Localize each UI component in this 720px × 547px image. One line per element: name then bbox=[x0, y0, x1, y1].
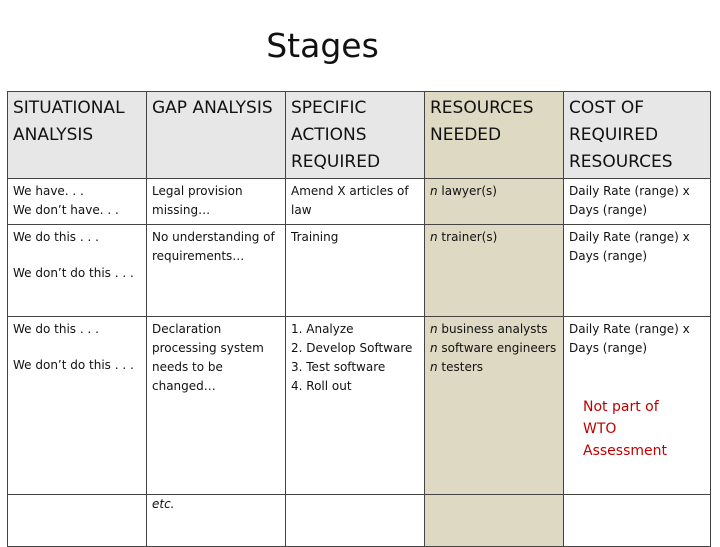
table-row bbox=[8, 179, 711, 225]
cost-cell bbox=[564, 495, 711, 547]
situational-line: We have. . . bbox=[13, 184, 84, 198]
situational-line: We don’t have. . . bbox=[13, 203, 119, 217]
cost-cell: Daily Rate (range) x Days (range) bbox=[564, 225, 711, 317]
situational-line: We don’t do this . . . bbox=[13, 266, 134, 280]
gap-cell: Declaration processing system needs to be changed… bbox=[147, 317, 286, 495]
resources-cell bbox=[425, 495, 564, 547]
header-row bbox=[8, 92, 711, 179]
situational-cell bbox=[8, 317, 147, 495]
resource-line: n business analysts bbox=[430, 322, 548, 336]
actions-cell bbox=[286, 317, 425, 495]
header-situational-analysis: SITUATIONAL ANALYSIS bbox=[8, 92, 147, 179]
situational-line: We do this . . . bbox=[13, 230, 99, 244]
gap-cell: Legal provision missing… bbox=[147, 179, 286, 225]
resources-cell bbox=[425, 225, 564, 317]
resource-line: n testers bbox=[430, 360, 484, 374]
table-row bbox=[8, 495, 711, 547]
header-resources-needed: RESOURCES NEEDED bbox=[425, 92, 564, 179]
action-step: 3. Test software bbox=[291, 360, 386, 374]
cost-cell: Daily Rate (range) x Days (range) bbox=[564, 317, 711, 495]
resources-cell bbox=[425, 317, 564, 495]
action-step: 2. Develop Software bbox=[291, 341, 413, 355]
etc-text: etc. bbox=[152, 497, 175, 511]
resource-line: n software engineers bbox=[430, 341, 557, 355]
header-gap-analysis: GAP ANALYSIS bbox=[147, 92, 286, 179]
situational-cell bbox=[8, 225, 147, 317]
gap-cell: No understanding of requirements… bbox=[147, 225, 286, 317]
situational-cell bbox=[8, 179, 147, 225]
action-step: 4. Roll out bbox=[291, 379, 352, 393]
actions-cell: Amend X articles of law bbox=[286, 179, 425, 225]
action-step: 1. Analyze bbox=[291, 322, 354, 336]
resource-line: n trainer(s) bbox=[430, 230, 498, 244]
situational-line: We do this . . . bbox=[13, 322, 99, 336]
header-specific-actions: SPECIFIC ACTIONS REQUIRED bbox=[286, 92, 425, 179]
table-row bbox=[8, 225, 711, 317]
gap-cell bbox=[147, 495, 286, 547]
actions-cell: Training bbox=[286, 225, 425, 317]
header-cost: COST OF REQUIRED RESOURCES bbox=[564, 92, 711, 179]
situational-cell bbox=[8, 495, 147, 547]
resources-cell bbox=[425, 179, 564, 225]
cost-cell: Daily Rate (range) x Days (range) bbox=[564, 179, 711, 225]
stages-table bbox=[7, 91, 711, 547]
not-part-of-wto-note: Not part of WTO Assessment bbox=[583, 399, 667, 459]
page-title: Stages bbox=[266, 26, 379, 65]
situational-line: We don’t do this . . . bbox=[13, 358, 134, 372]
resource-line: n lawyer(s) bbox=[430, 184, 497, 198]
actions-cell bbox=[286, 495, 425, 547]
